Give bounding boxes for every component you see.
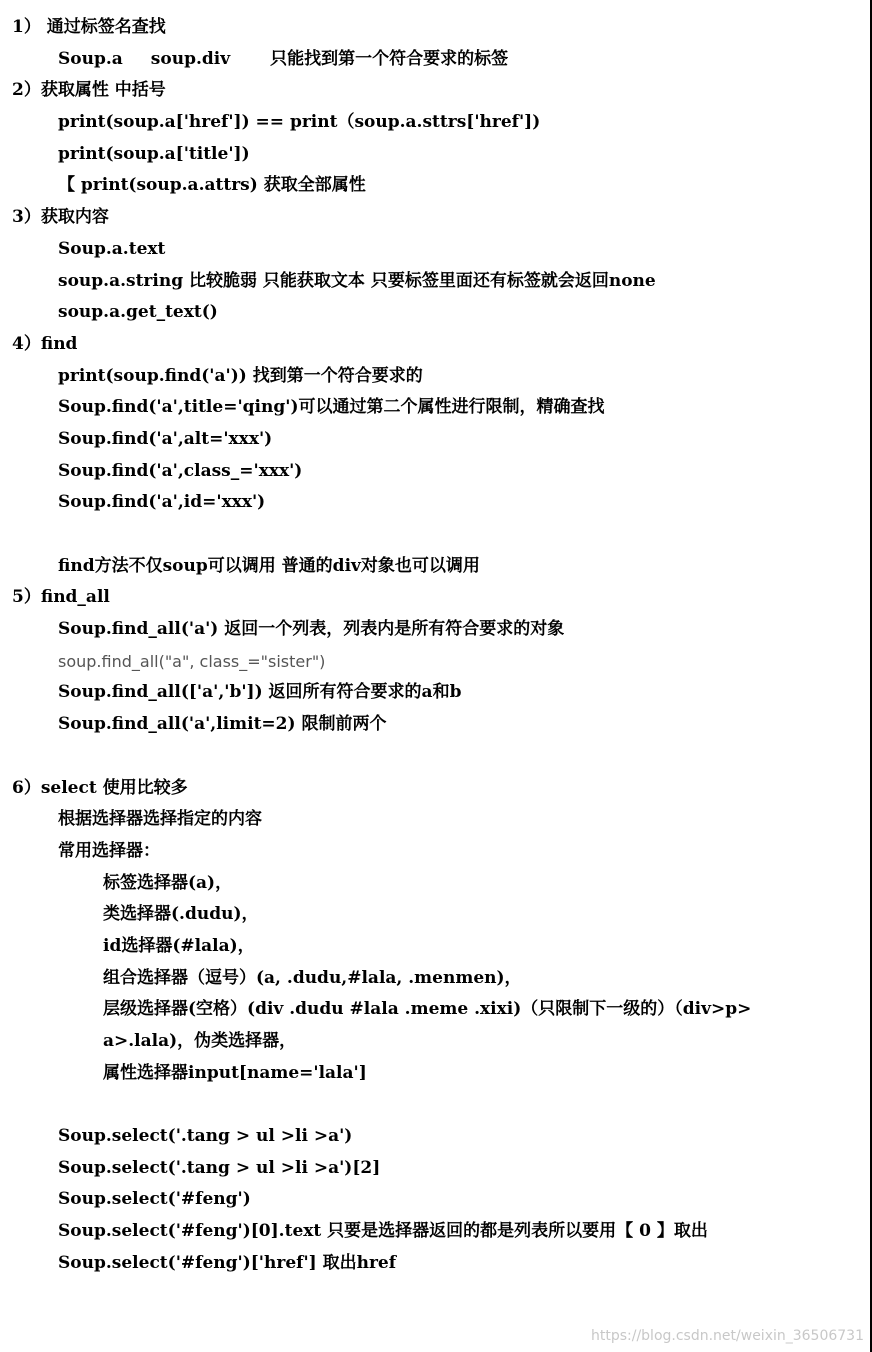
selector-item: 标签选择器(a)，	[103, 872, 233, 893]
code-soup-a: Soup.a	[58, 48, 123, 69]
code-line-plain: soup.find_all("a", class_="sister")	[58, 651, 326, 671]
code-line: Soup.select('.tang > ul >li >a')[2]	[58, 1157, 381, 1178]
selector-item: 组合选择器（逗号）(a, .dudu,#lala, .menmen)，	[103, 967, 522, 988]
heading-find-by-tag: 1） 通过标签名查找	[12, 17, 166, 37]
code-line: Soup.select('#feng')['href'] 取出href	[58, 1252, 397, 1273]
tag-access-line	[12, 44, 862, 76]
code-line: Soup.find('a',title='qing')可以通过第二个属性进行限制，精确查找	[58, 397, 605, 418]
blank-line	[12, 519, 862, 551]
document-body	[12, 12, 862, 1280]
code-line: Soup.find_all('a',limit=2) 限制前两个	[58, 714, 387, 735]
selector-item: 类选择器(.dudu)，	[103, 904, 259, 925]
heading-find: 4）find	[12, 333, 78, 354]
heading-get-content: 3）获取内容	[12, 207, 109, 228]
code-soup-div: soup.div	[150, 48, 231, 69]
code-line: print(soup.a['href']) == print（soup.a.sttrs['href'])	[58, 112, 541, 133]
code-line: Soup.find('a',id='xxx')	[58, 492, 266, 513]
code-line: Soup.select('#feng')	[58, 1189, 251, 1210]
blank-line	[12, 741, 862, 773]
note-first-match: 只能找到第一个符合要求的标签	[270, 48, 509, 69]
selector-item: 属性选择器input[name='lala']	[103, 1062, 367, 1083]
code-line: Soup.a.text	[58, 238, 166, 259]
code-line: soup.a.get_text()	[58, 302, 218, 323]
watermark: https://blog.csdn.net/weixin_36506731	[590, 1328, 864, 1344]
code-line: print(soup.a['title'])	[58, 143, 250, 164]
selector-item: id选择器(#lala)，	[103, 935, 255, 956]
code-line: Soup.find_all(['a','b']) 返回所有符合要求的a和b	[58, 682, 462, 703]
note-line: find方法不仅soup可以调用 普通的div对象也可以调用	[58, 555, 480, 576]
code-line: Soup.select('#feng')[0].text 只要是选择器返回的都是列表所以要用【 0 】取出	[58, 1221, 708, 1242]
blank-line	[12, 1089, 862, 1121]
heading-select: 6）select 使用比较多	[12, 777, 188, 798]
code-line: Soup.find('a',alt='xxx')	[58, 428, 273, 449]
heading-get-attributes: 2）获取属性 中括号	[12, 80, 166, 101]
code-line: 【 print(soup.a.attrs) 获取全部属性	[58, 175, 366, 196]
selector-item: a>.lala)，伪类选择器，	[103, 1031, 297, 1051]
code-line: Soup.find_all('a') 返回一个列表，列表内是所有符合要求的对象	[58, 619, 565, 640]
heading-find-all: 5）find_all	[12, 587, 110, 608]
code-line: soup.a.string 比较脆弱 只能获取文本 只要标签里面还有标签就会返回none	[58, 270, 656, 291]
note-line: 常用选择器：	[58, 840, 160, 861]
code-line: Soup.select('.tang > ul >li >a')	[58, 1126, 353, 1147]
selector-item: 层级选择器(空格）(div .dudu #lala .meme .xixi)（只限制下一级的）（div>p>	[103, 999, 752, 1020]
code-line: print(soup.find('a')) 找到第一个符合要求的	[58, 365, 423, 386]
note-line: 根据选择器选择指定的内容	[58, 809, 262, 830]
code-line: Soup.find('a',class_='xxx')	[58, 460, 303, 481]
